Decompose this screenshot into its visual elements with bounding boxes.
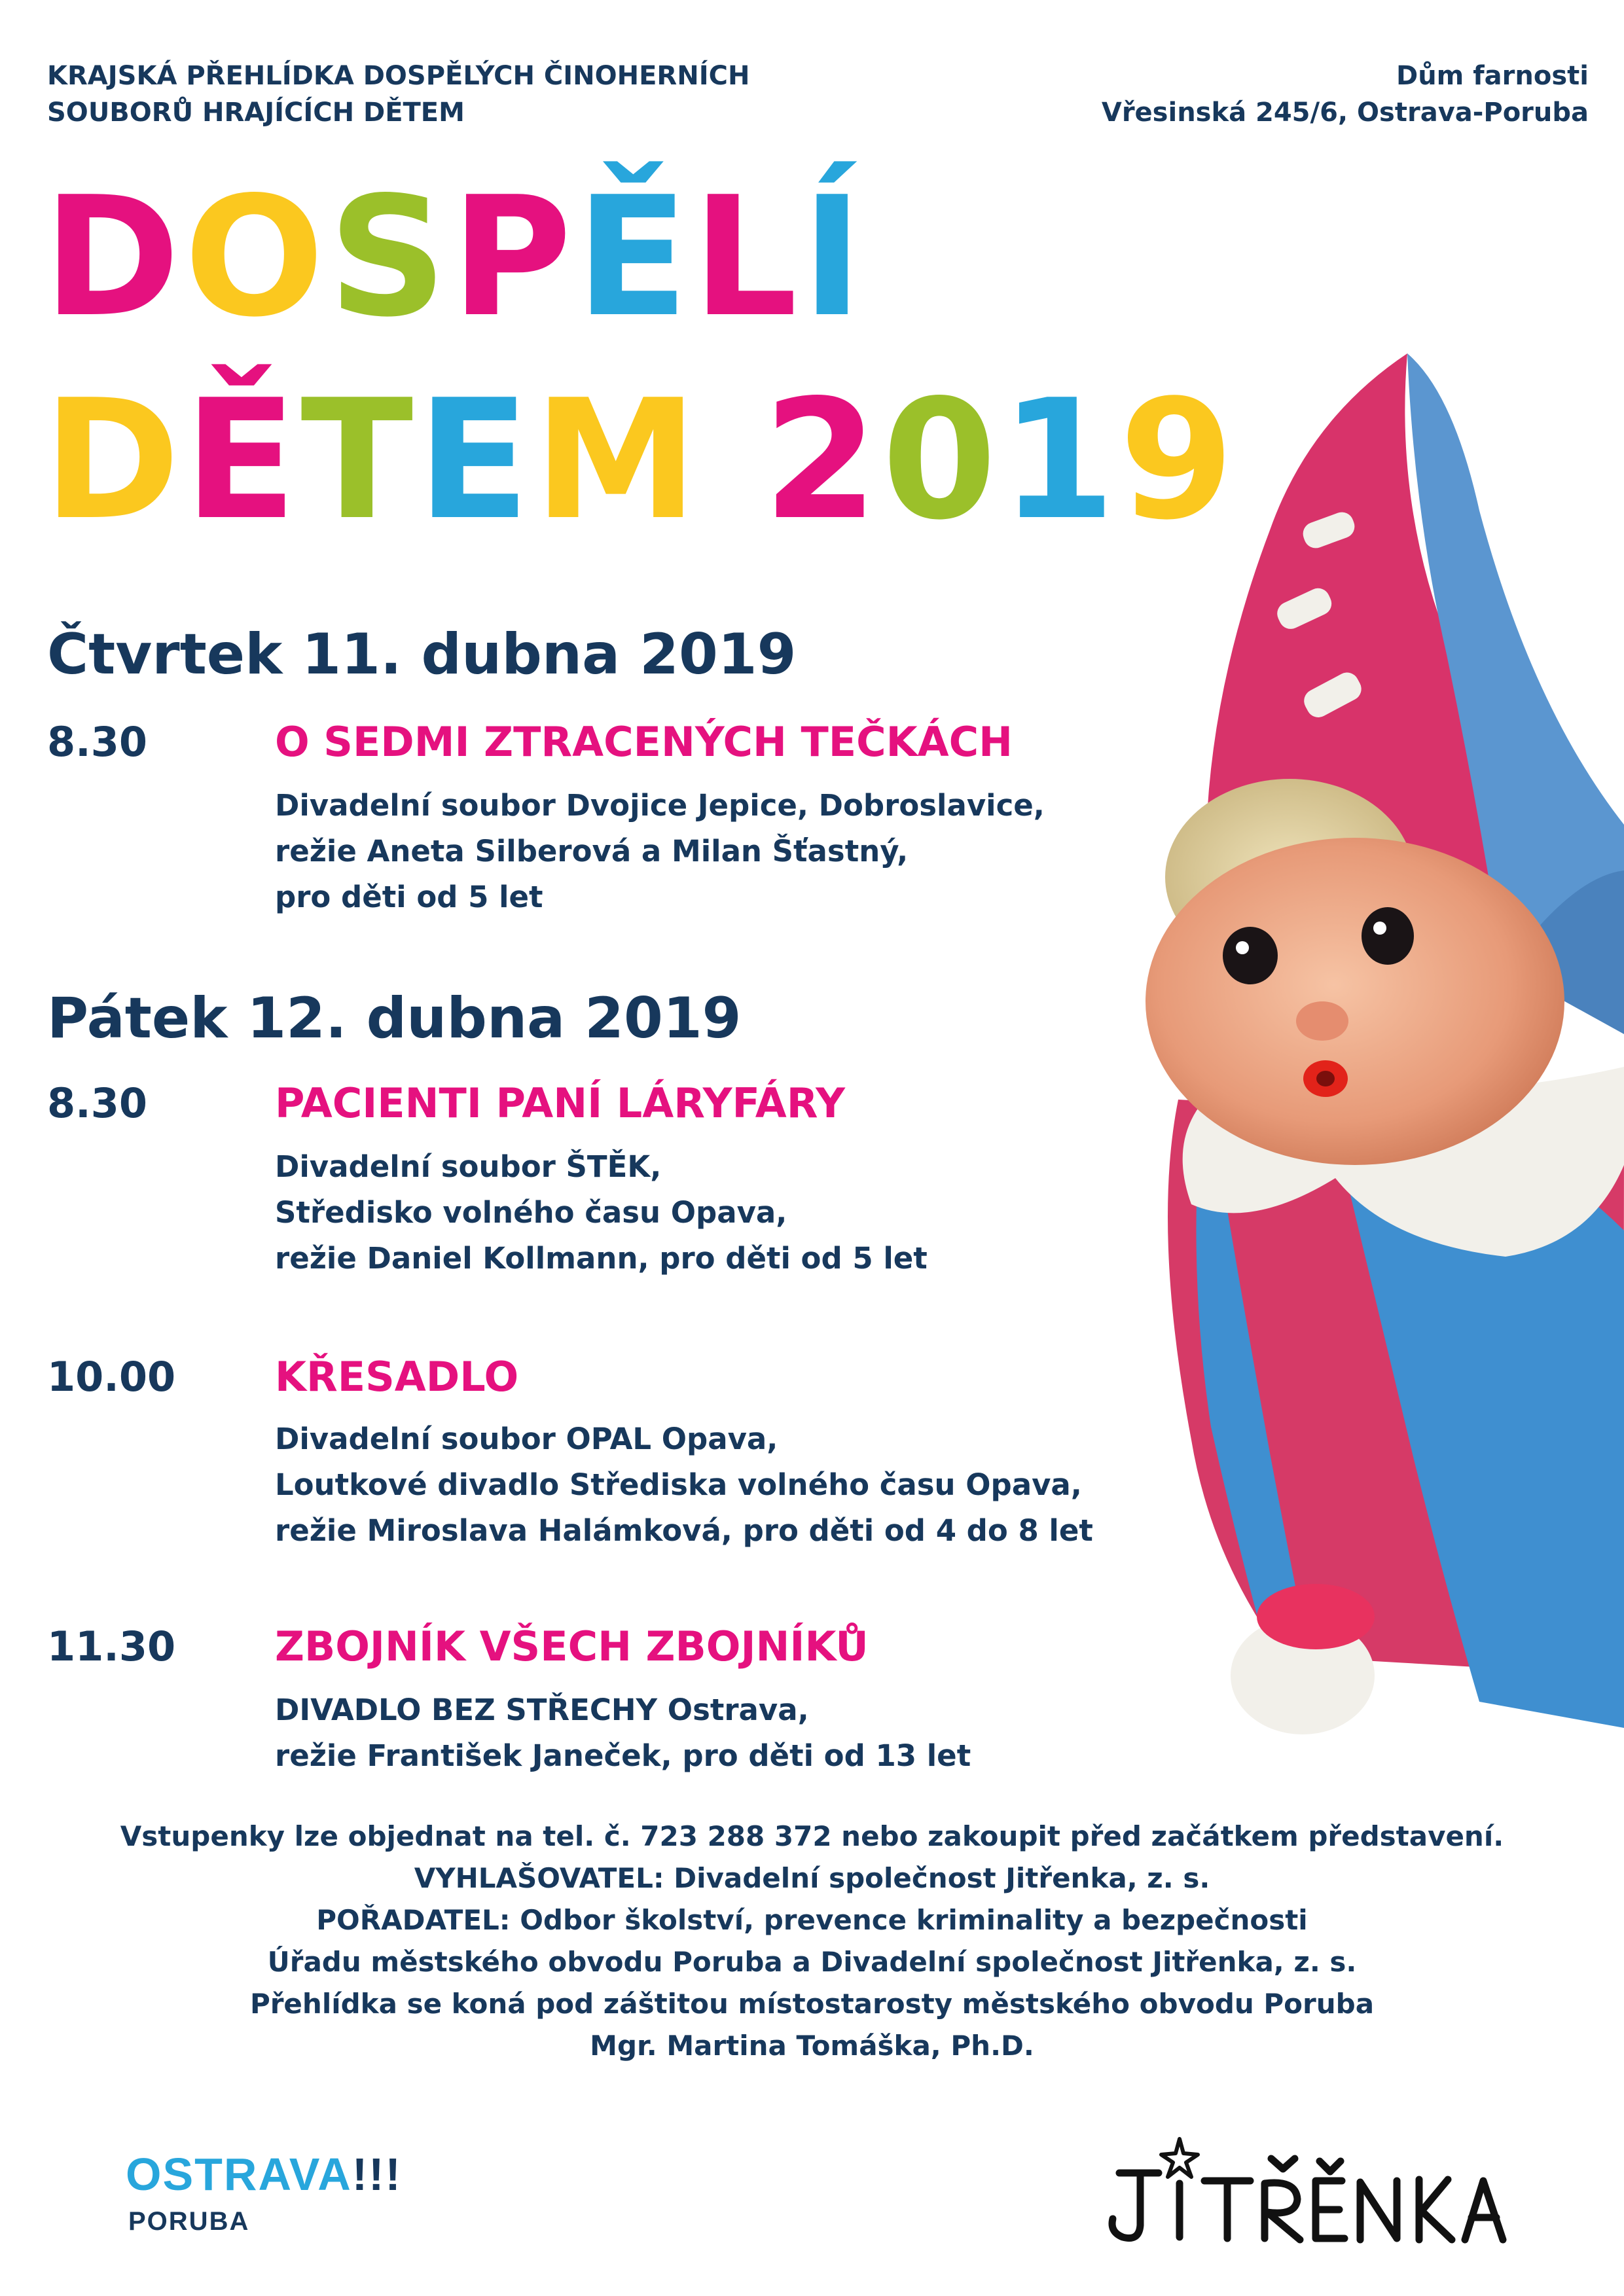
show-title: KŘESADLO	[275, 1353, 519, 1401]
title-letter: E	[417, 365, 534, 556]
show-time: 11.30	[47, 1623, 176, 1670]
day-heading-thursday: Čtvrtek 11. dubna 2019	[47, 622, 797, 687]
show-title: O SEDMI ZTRACENÝCH TEČKÁCH	[275, 718, 1013, 766]
footer-line: Vstupenky lze objednat na tel. č. 723 288 372 nebo zakoupit před začátkem představení.	[120, 1820, 1504, 1852]
show-description	[275, 783, 1045, 920]
show-title: ZBOJNÍK VŠECH ZBOJNÍKŮ	[275, 1623, 869, 1670]
footer-line: Přehlídka se koná pod záštitou místostarosty městského obvodu Poruba	[249, 1988, 1375, 2020]
show-description-line: Středisko volného času Opava,	[275, 1195, 787, 1230]
title-letter: 0	[882, 365, 1001, 556]
footer-line: Úřadu městského obvodu Poruba a Divadelní společnost Jitřenka, z. s.	[267, 1946, 1357, 1978]
title-letter: Í	[801, 162, 867, 353]
title-letter: L	[692, 162, 802, 353]
show-title: PACIENTI PANÍ LÁRYFÁRY	[275, 1079, 845, 1127]
title-letter: Ě	[575, 162, 693, 353]
title-letter	[702, 365, 763, 556]
show-description	[275, 1416, 1093, 1554]
title-letter: M	[533, 365, 702, 556]
show-description-line: Divadelní soubor Dvojice Jepice, Dobroslavice,	[275, 788, 1045, 823]
show-description-line: DIVADLO BEZ STŘECHY Ostrava,	[275, 1693, 809, 1727]
show-description-line: režie Miroslava Halámková, pro děti od 4 do 8 let	[275, 1513, 1093, 1548]
title-letter: 9	[1119, 365, 1238, 556]
puppet-face-shape	[1146, 838, 1564, 1165]
organizer-heading	[47, 58, 749, 131]
title-letter: D	[43, 162, 185, 353]
footer-line: VYHLAŠOVATEL: Divadelní společnost Jitřenka, z. s.	[414, 1862, 1210, 1894]
poster-title-line-2	[43, 365, 1238, 556]
organizer-heading-line-1: KRAJSKÁ PŘEHLÍDKA DOSPĚLÝCH ČINOHERNÍCH	[47, 61, 750, 91]
ostrava-logo-word: OSTRAVA	[126, 2149, 352, 2200]
venue-name: Dům farnosti	[1396, 61, 1589, 91]
title-letter: S	[328, 162, 451, 353]
title-letter: P	[450, 162, 576, 353]
show-time: 10.00	[47, 1353, 176, 1401]
ostrava-logo-bangs: !!!	[352, 2149, 402, 2200]
venue-street: Vřesinská 245/6, Ostrava-Poruba	[1101, 98, 1589, 128]
title-letter: D	[43, 365, 185, 556]
title-letter: Ě	[184, 365, 301, 556]
title-letter: T	[300, 365, 418, 556]
show-description-line: režie Daniel Kollmann, pro děti od 5 let	[275, 1241, 928, 1276]
show-description-line: Loutkové divadlo Střediska volného času Opava,	[275, 1467, 1082, 1502]
jitrenka-logo	[1093, 2121, 1512, 2251]
venue-address	[1102, 58, 1589, 131]
ostrava-logo	[126, 2149, 402, 2199]
puppet-body-shape	[1168, 1067, 1624, 1734]
show-description-line: Divadelní soubor OPAL Opava,	[275, 1422, 778, 1456]
footer-line: POŘADATEL: Odbor školství, prevence kriminality a bezpečnosti	[316, 1904, 1308, 1936]
title-letter: 2	[763, 365, 882, 556]
show-description-line: režie František Janeček, pro děti od 13 let	[275, 1738, 971, 1773]
organizer-heading-line-2: SOUBORŮ HRAJÍCÍCH DĚTEM	[47, 98, 465, 128]
footer-line: Mgr. Martina Tomáška, Ph.D.	[590, 2030, 1034, 2062]
show-description	[275, 1687, 971, 1779]
title-letter: O	[184, 162, 329, 353]
ostrava-logo-district: PORUBA	[128, 2207, 250, 2236]
poster-title-line-1	[43, 162, 867, 353]
show-description-line: Divadelní soubor ŠTĚK,	[275, 1149, 662, 1184]
show-description-line: pro děti od 5 let	[275, 880, 543, 914]
show-time: 8.30	[47, 1079, 147, 1127]
show-description	[275, 1144, 928, 1282]
title-letter: 1	[1000, 365, 1119, 556]
puppet-illustration	[1139, 314, 1624, 1898]
show-description-line: režie Aneta Silberová a Milan Šťastný,	[275, 834, 909, 869]
show-time: 8.30	[47, 718, 147, 766]
day-heading-friday: Pátek 12. dubna 2019	[47, 986, 742, 1051]
